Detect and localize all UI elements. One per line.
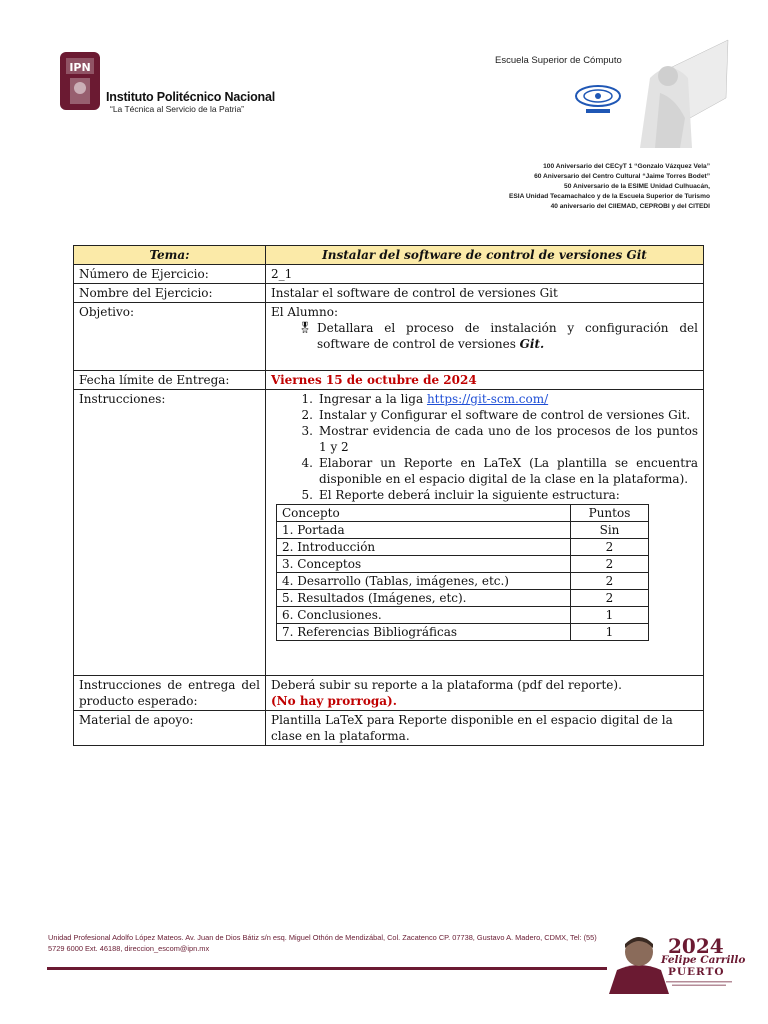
institution-motto: “La Técnica al Servicio de la Patria” (110, 104, 245, 114)
anniversary-line: 50 Aniversario de la ESIME Unidad Culhuacán, (564, 183, 710, 190)
structure-row: 4. Desarrollo (Tablas, imágenes, etc.) 2 (277, 573, 649, 590)
instruction-item: 5. El Reporte deberá incluir la siguiente estructura: (301, 488, 620, 502)
footer-address: Unidad Profesional Adolfo López Mateos. Av. Juan de Dios Bátiz s/n esq. Miguel Othón de Mendizábal, Col. Zacatenco CP. 07738, Gustavo A. Madero, CDMX, Tel: (55) 5729 6000 Ext. 46188, direccion_escom@ipn.mx (48, 933, 597, 953)
instruction-item: 3. Mostrar evidencia de cada uno de los procesos de los puntos 1 y 2 (301, 424, 698, 454)
ipn-logo (58, 50, 102, 112)
delivery-text: Deberá subir su reporte a la plataforma (pdf del reporte). (271, 678, 622, 692)
git-scm-link[interactable]: https://git-scm.com/ (426, 392, 549, 406)
structure-row: 3. Conceptos 2 (277, 556, 649, 573)
structure-col-concept: Concepto (277, 505, 571, 522)
instructions-label: Instrucciones: (74, 390, 266, 676)
exercise-number-value: 2_1 (266, 265, 704, 284)
svg-text:IPN: IPN (69, 61, 91, 74)
objective-git: Git. (519, 337, 545, 351)
felipe-carrillo-portrait (609, 930, 669, 994)
support-material-row (74, 711, 704, 746)
exercise-number-row (74, 265, 704, 284)
exercise-name-value: Instalar el software de control de versiones Git (266, 284, 704, 303)
anniversaries-block (509, 162, 710, 212)
exercise-number-label: Número de Ejercicio: (74, 265, 266, 284)
institution-name: Instituto Politécnico Nacional (106, 90, 276, 104)
due-date-value: Viernes 15 de octubre de 2024 (266, 371, 704, 390)
assignment-table (73, 245, 704, 746)
instruction-item: 1. Ingresar a la liga https://git-scm.com/ (301, 392, 549, 406)
instructions-row (74, 390, 704, 676)
structure-row: 6. Conclusiones. 1 (277, 607, 649, 624)
delivery-row (74, 676, 704, 711)
anniversary-line: 60 Aniversario del Centro Cultural “Jaime Torres Bodet” (534, 173, 710, 180)
topic-row (74, 246, 704, 265)
objective-intro: El Alumno: (271, 305, 339, 319)
objective-value (266, 303, 704, 371)
medal-bullet-icon: 🎖 (298, 321, 312, 334)
anniversary-line: 40 aniversario del CIIEMAD, CEPROBI y del CITEDI (550, 203, 710, 210)
instruction-item: 2. Instalar y Configurar el software de control de versiones Git. (301, 408, 691, 422)
footer-place: PUERTO (668, 966, 725, 978)
structure-row: 1. Portada Sin (277, 522, 649, 539)
due-date-row (74, 371, 704, 390)
report-structure-table (276, 504, 649, 641)
instructions-list (295, 391, 698, 503)
support-material-label: Material de apoyo: (74, 711, 266, 746)
footer-fine-print (666, 980, 732, 988)
due-date-label: Fecha límite de Entrega: (74, 371, 266, 390)
structure-row: 2. Introducción 2 (277, 539, 649, 556)
structure-col-points: Puntos (571, 505, 649, 522)
exercise-name-label: Nombre del Ejercicio: (74, 284, 266, 303)
footer-year: 2024 (668, 934, 724, 958)
support-material-value: Plantilla LaTeX para Reporte disponible en el espacio digital de la clase en la plataforma. (266, 711, 704, 746)
objective-text: Detallara el proceso de instalación y configuración del software de control de versiones Git. (317, 321, 698, 351)
footer-divider (47, 967, 607, 970)
topic-label: Tema: (74, 246, 266, 265)
objective-row (74, 303, 704, 371)
instruction-item: 4. Elaborar un Reporte en LaTeX (La plantilla se encuentra disponible en el espacio digital de la clase en la plataforma). (301, 456, 698, 486)
anniversary-line: 100 Aniversario del CECyT 1 “Gonzalo Vázquez Vela” (543, 163, 710, 170)
flag-figure-illustration (630, 38, 730, 150)
structure-row: 5. Resultados (Imágenes, etc). 2 (277, 590, 649, 607)
objective-label: Objetivo: (74, 303, 266, 371)
delivery-note: (No hay prorroga). (271, 694, 397, 708)
footer-name: Felipe Carrillo (661, 954, 746, 966)
structure-header-row (277, 505, 649, 522)
instructions-value (266, 390, 704, 676)
escom-logo (572, 78, 624, 116)
exercise-name-row (74, 284, 704, 303)
topic-value: Instalar del software de control de versiones Git (266, 246, 704, 265)
delivery-value (266, 676, 704, 711)
objective-bullet (293, 320, 698, 352)
anniversary-line: ESIA Unidad Tecamachalco y de la Escuela Superior de Turismo (508, 193, 710, 200)
delivery-label: Instrucciones de entrega del producto esperado: (74, 676, 266, 711)
school-name: Escuela Superior de Cómputo (495, 55, 622, 66)
structure-row: 7. Referencias Bibliográficas 1 (277, 624, 649, 641)
